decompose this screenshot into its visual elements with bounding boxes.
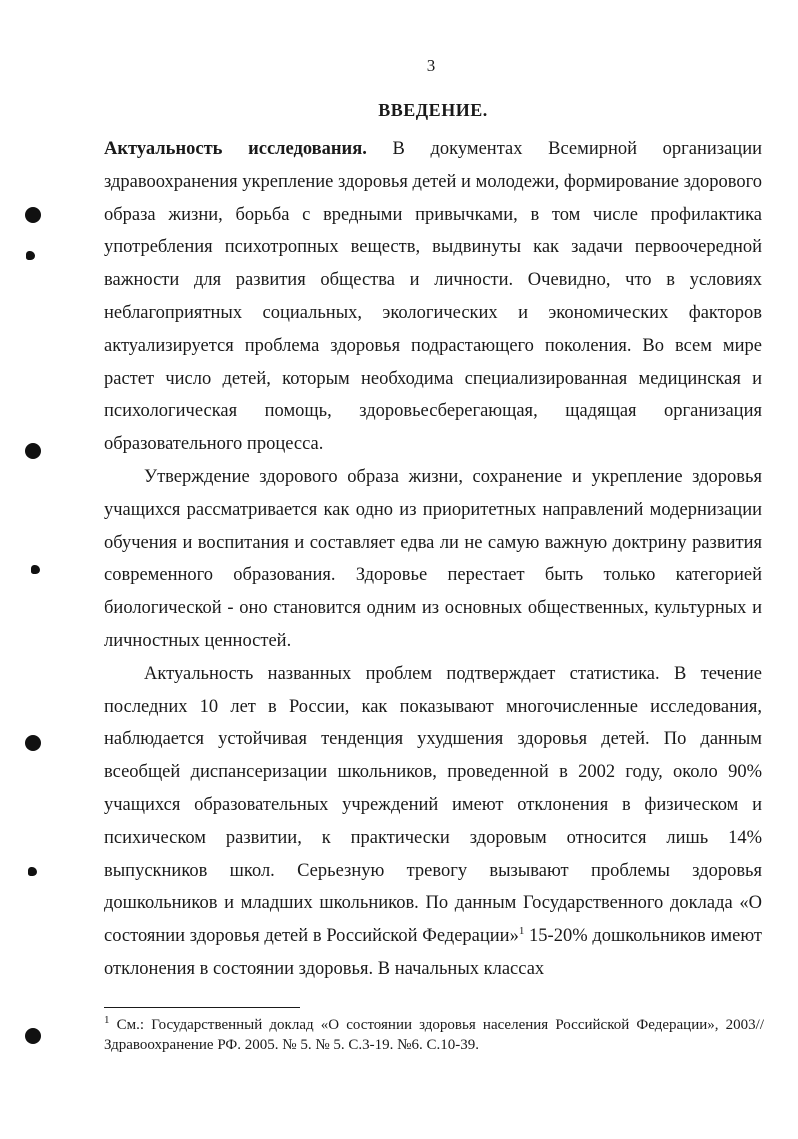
page-number: 3 (426, 56, 436, 75)
paragraph-lead: Актуальность исследования. (104, 139, 367, 159)
footnote-marker: 1 (104, 1014, 110, 1026)
footnote (104, 1015, 764, 1055)
section-title: ВВЕДЕНИЕ. (378, 100, 488, 120)
footnote-text: См.: Государственный доклад «О состоянии здоровья населения Российской Федерации», 2003// Здравоохранение РФ. 2005. № 5. № 5. С.3-19. №6. С.10-39. (104, 1017, 764, 1053)
paragraph-3 (104, 658, 762, 986)
scan-speck (28, 867, 37, 876)
binder-hole-mark (25, 207, 41, 223)
footnote-separator (104, 1007, 300, 1008)
paragraph-3-text-before: Актуальность названных проблем подтверждает статистика. В течение последних 10 лет в России, как показывают многочисленные исследования, наблюдается устойчивая тенденция ухудшения здоровья детей. По данным всеобщей диспансеризации школьников, проведенной в 2002 году, около 90% учащихся образовательных учреждений имеют отклонения в физическом и психическом развитии, к практически здоровым относится лишь 14% выпускников школ. Серьезную тревогу вызывают проблемы здоровья дошкольников и младших школьников. По данным Государственного доклада «О состоянии здоровья детей в Российской Федерации» (104, 663, 762, 947)
binder-hole-mark (25, 735, 41, 751)
body-text (104, 133, 762, 986)
paragraph-3-text-after: 15-20% дошкольников имеют отклонения в состоянии здоровья. В начальных классах (104, 926, 762, 979)
scan-speck (31, 565, 40, 574)
paragraph-1-text: В документах Всемирной организации здравоохранения укрепление здоровья детей и молодежи, формирование здорового образа жизни, борьба с вредными привычками, в том числе профилактика употребления психотропных веществ, выдвинуты как задачи первоочередной важности для развития общества и личности. Очевидно, что в условиях неблагоприятных социальных, экологических и экономических факторов актуализируется проблема здоровья подрастающего поколения. Во всем мире растет число детей, которым необходима специализированная медицинская и психологическая помощь, здоровьесберегающая, щадящая организация образовательного процесса. (104, 139, 762, 455)
binder-hole-mark (25, 443, 41, 459)
scan-speck (26, 251, 35, 260)
binder-hole-mark (25, 1028, 41, 1044)
footnote-reference: 1 (518, 924, 525, 937)
paragraph-1 (104, 133, 762, 461)
paragraph-2: Утверждение здорового образа жизни, сохранение и укрепление здоровья учащихся рассматривается как одно из приоритетных направлений модернизации обучения и воспитания и составляет едва ли не самую важную доктрину развития современного образования. Здоровье перестает быть только категорией биологической - оно становится одним из основных общественных, культурных и личностных ценностей. (104, 466, 762, 651)
